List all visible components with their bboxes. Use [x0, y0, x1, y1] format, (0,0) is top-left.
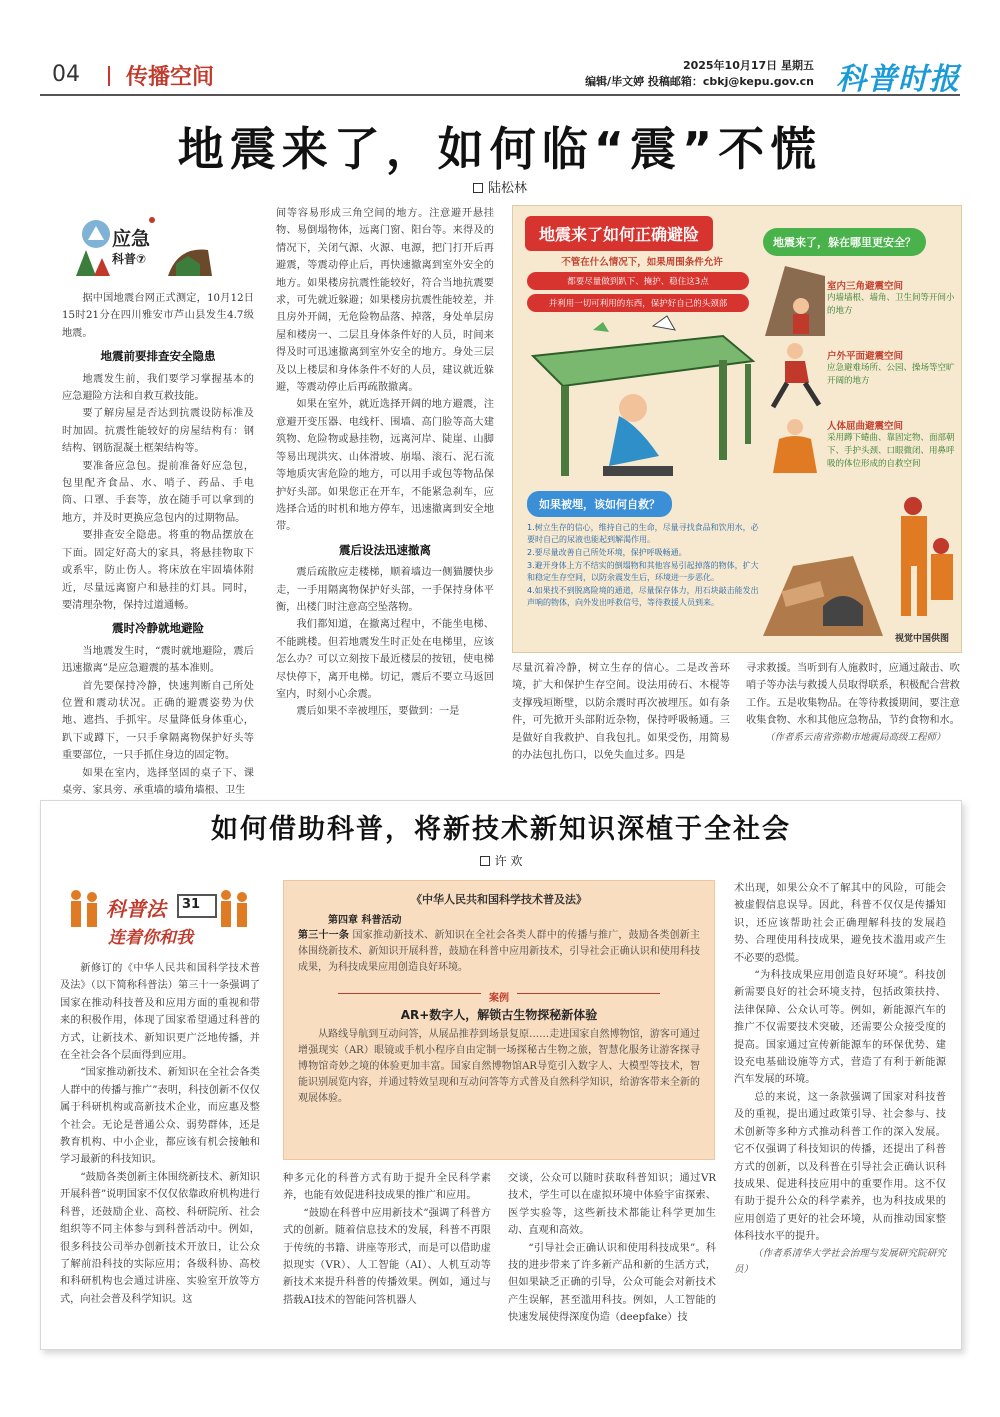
- issue-date: 2025年10月17日 星期五: [682, 59, 814, 72]
- article1-title: 地震来了，如何临“震”不慌: [177, 122, 823, 176]
- space-desc-3: 采用蹲下蜷曲、靠固定物、面部朝下、手护头颈、口眼微闭、用鼻呼吸的体位形成的自救空间: [827, 433, 955, 469]
- paragraph: 种多元化的科普方式有助于提升全民科学素养，也能有效促进科技成果的推广和应用。: [283, 1173, 491, 1202]
- law-badge-label: 科普法: [106, 897, 166, 921]
- crouching-person-icon: [765, 411, 825, 481]
- self-rescue-title: 如果被埋，该如何自救？: [527, 491, 672, 517]
- case-label: 案例: [481, 993, 517, 1004]
- article1-column-3: [512, 660, 730, 790]
- subheading-during-quake: 震时冷静就地避险: [112, 621, 204, 636]
- infographic-condition: 不管在什么情况下，如果周围条件允许: [561, 257, 723, 268]
- byline-box-icon: [473, 183, 483, 193]
- space-desc-2: 应急避难场所、公园、操场等空旷开阔的地方: [827, 363, 955, 386]
- science-law-badge: [66, 885, 256, 955]
- image-credit: 视觉中国供图: [894, 634, 949, 644]
- table-shelter-illustration-icon: [523, 316, 759, 486]
- space-desc-1: 内墙墙根、墙角、卫生间等开间小的地方: [827, 293, 955, 316]
- space-title-2: 户外平面避震空间: [827, 351, 904, 362]
- editor-line: 编辑/毕文婷 投稿邮箱：cbkj@kepu.gov.cn: [585, 75, 814, 88]
- paragraph: 交谈，公众可以随时获取科普知识；通过VR技术，学生可以在虚拟环境中体验宇宙探索、医学实验等，这些新技术都能让科学更加生动、直观和高效。: [508, 1173, 716, 1237]
- header-divider: [108, 66, 110, 86]
- quake-safety-infographic: [512, 205, 962, 653]
- byline-box-icon: [480, 856, 490, 866]
- paragraph: “鼓励在科普中应用新技术”强调了科普方式的创新。随着信息技术的发展，科普不再限于传统的书籍、讲座等形式，而是可以借助虚拟现实（VR）、人工智能（AI）、人机互动等新技术来提升科普的传播效果。例如，通过与搭载AI技术的智能问答机器人: [283, 1207, 491, 1306]
- paragraph: 要了解房屋是否达到抗震设防标准及时加固。抗震性能较好的房屋结构有：钢结构、钢筋混凝土框架结构等。: [62, 408, 254, 455]
- infographic-title: 地震来了如何正确避险: [525, 216, 713, 251]
- article1-author: 陆松林: [487, 181, 527, 196]
- article1-lead: 据中国地震台网正式测定，10月12日15时21分在四川雅安市芦山县发生4.7级地震。: [62, 293, 254, 339]
- article2-byline: [40, 852, 962, 869]
- space-title-3: 人体屈曲避震空间: [827, 421, 904, 432]
- header-meta: [585, 58, 814, 90]
- paragraph: 我们都知道，在撤离过程中，不能坐电梯、不能跳楼。但若地震发生时正处在电梯里，应该怎么办？可以立刻按下最近楼层的按钮，使电梯尽快停下，离开电梯。切记，震后不要立马返回室内，时刻小心余震。: [276, 619, 494, 700]
- infographic-pill-2: 并利用一切可利用的东西，保护好自己的头颈部: [527, 294, 749, 312]
- article2-column-1: [60, 960, 260, 1342]
- emergency-science-badge: [72, 210, 220, 280]
- paragraph: “国家推动新技术、新知识在全社会各类人群中的传播与推广”表明，科技创新不仅仅属于科研机构或高新技术企业，而应惠及整个社会。无论是普通公众、弱势群体，还是教育机构、中小企业，都应该有机会接触和学习最新的科技知识。: [60, 1067, 260, 1166]
- law-name: 《中华人民共和国科学技术普及法》: [411, 893, 587, 906]
- safe-spaces-title: 地震来了，躲在哪里更安全？: [763, 228, 926, 256]
- article1-column-1: [62, 290, 254, 796]
- case-divider: [298, 986, 700, 1004]
- paragraph: 如果在室内，选择坚固的桌子下、课桌旁、家具旁、承重墙的墙角墙根、卫生: [62, 767, 254, 796]
- article2-column-4: [734, 880, 946, 1342]
- law-chapter: 第四章 科普活动: [328, 915, 402, 926]
- paragraph: 总的来说，这一条款强调了国家对科技普及的重视，提出通过政策引导、社会参与、技术创新等多种方式推动科普工作的深入发展。它不仅强调了科技知识的传播，还提出了科普方式的创新，以及科普在引导社会正确认识科技成果、促进科技应用中的重要作用。这不仅有助于提升公众的科学素养，也为科技成果的应用创造了更好的社会环境，从而推动国家整体科技水平的提升。: [734, 1091, 946, 1243]
- masthead-logo: 科普时报: [836, 62, 960, 97]
- section-title: 传播空间: [126, 65, 215, 90]
- running-person-icon: [765, 341, 825, 411]
- tip-item: 4.如果找不到脱离险境的通道，尽量保存体力，用石块敲击能发出声响的物体，向外发出呼救信号，等待救援人员到来。: [527, 586, 759, 607]
- law-article-label: 第三十一条: [298, 930, 350, 941]
- paragraph: 新修订的《中华人民共和国科学技术普及法》（以下简称科普法）第三十一条强调了国家在推动科技普及和应用方面的重视和带来的积极作用，体现了国家希望通过科普的方式，让新技术、新知识更广泛地传播，并在全社会各个层面得到应用。: [60, 963, 260, 1062]
- self-rescue-tips: [527, 522, 759, 610]
- paragraph: 地震发生前，我们要学习掌握基本的应急避险方法和自救互救技能。: [62, 373, 254, 403]
- paragraph: “引导社会正确认识和使用科技成果”。科技的进步带来了许多新产品和新的生活方式，但如果缺乏正确的引导，公众可能会对新技术产生误解，甚至滥用科技。例如，人工智能的快速发展使得深度伪造（deepfake）技: [508, 1242, 716, 1324]
- paragraph: “为科技成果应用创造良好环境”。科技创新需要良好的社会环境支持，包括政策扶持、法律保障、公众认可等。例如，新能源汽车的推广不仅需要技术突破，还需要公众接受度的提高。国家通过宣传新能源车的环保优势、建设充电基础设施等方式，营造了有利于新能源汽车发展的环境。: [734, 970, 946, 1086]
- subheading-post-quake: 震后设法迅速撤离: [339, 542, 431, 557]
- page-header: [40, 58, 960, 96]
- subheading-pre-quake: 地震前要排查安全隐患: [100, 349, 216, 364]
- law-excerpt-box: [283, 880, 715, 1160]
- paragraph: 要准备应急包。提前准备好应急包，包里配齐食品、水、哨子、药品、手电筒、口罩、手套等，放在随手可以拿到的地方，并及时更换应急包内的过期物品。: [62, 460, 254, 524]
- indoor-corner-icon: [765, 266, 825, 336]
- author-note: （作者系清华大学社会治理与发展研究院研究员）: [734, 1247, 946, 1275]
- paragraph: 首先要保持冷静，快速判断自己所处位置和震动状况。正确的避震姿势为伏地、遮挡、手抓牢。尽量降低身体重心，趴下或蹲下，一只手拿隔离物保护好头等重要部位，一只手抓住身边的固定物。: [62, 680, 254, 762]
- article2-column-3: [508, 1170, 716, 1342]
- badge-sub: 科普⑦: [112, 252, 147, 266]
- paragraph: 要排查安全隐患。将重的物品摆放在下面。固定好高大的家具，将悬挂物取下或系牢，防止伤人。将床放在牢固墙体附近，尽量远离窗户和悬挂的灯具。同时，要清理杂物，保持过道通畅。: [62, 530, 254, 611]
- paragraph: “鼓励各类创新主体围绕新技术、新知识开展科普”说明国家不仅仅依靠政府机构进行科普，还鼓励企业、高校、科研院所、社会组织等不同主体参与到科普活动中。例如，很多科技公司举办创新技术开放日，让公众了解前沿科技的实际应用；各级科协、高校和科研机构也会通过讲座、实验室开放等方式，向社会普及科学知识。这: [60, 1171, 260, 1305]
- case-title: AR+数字人，解锁古生物探秘新体验: [400, 1008, 598, 1022]
- article2-author: 许 欢: [494, 854, 523, 868]
- tip-item: 3.避开身体上方不结实的倒塌物和其他容易引起掉落的物体，扩大和稳定生存空间，以防余震发生后，环境进一步恶化。: [527, 561, 759, 582]
- article2-title: 如何借助科普，将新技术新知识深植于全社会: [211, 814, 791, 845]
- badge-label: 应急: [112, 228, 151, 250]
- paragraph: 震后疏散应走楼梯，顺着墙边一侧猫腰快步走，一手用隔离物保护好头部，一手保持身体平衡，出楼门时注意高空坠落物。: [276, 567, 494, 613]
- law-badge-number: 31: [182, 897, 201, 912]
- paragraph: 尽量沉着冷静，树立生存的信心。二是改善环境，扩大和保护生存空间。设法用砖石、木棍等支撑残垣断壁，以防余震时再次被埋压。如有条件，可先掀开头部附近杂物，保持呼吸畅通。三是做好自我救护、自我包扎。如果受伤，用简易的办法包扎伤口，以免失血过多。四是: [512, 663, 730, 762]
- article2-column-2: [283, 1170, 491, 1342]
- page-number: 04: [52, 62, 80, 87]
- infographic-pill-1: 都要尽量做到趴下、掩护、稳住这3点: [527, 272, 749, 290]
- law-article-text: 国家推动新技术、新知识在全社会各类人群中的传播与推广，鼓励各类创新主体围绕新技术、新知识开展科普，鼓励在科普中应用新技术，引导社会正确认识和使用科技成果，为科技成果应用创造良好环境。: [298, 930, 701, 973]
- case-text: 从路线导航到互动问答，从展品推荐到场景复原……走进国家自然博物馆，游客可通过增强现实（AR）眼镜或手机小程序自由定制一场探秘古生物之旅，智慧化服务让游客探寻博物馆奇妙之境的体验更加丰富。国家自然博物馆AR导览引入数字人、大模型等技术，智能识别展览内容，并通过特效呈现和互动问答等方式普及自然科学知识，给游客带来全新的观展体验。: [298, 1029, 700, 1104]
- paragraph: 术出现，如果公众不了解其中的风险，可能会被虚假信息误导。因此，科普不仅仅是传播知识，还应该帮助社会正确理解科技的发展趋势、合理使用科技成果，避免技术滥用或产生不必要的恐慌。: [734, 883, 946, 964]
- paragraph: 如果在室外，就近选择开阔的地方避震，注意避开变压器、电线杆、围墙、高门脸等高大建筑物、危险物或悬挂物，远离河岸、陡崖、山脚等易出现洪灾、山体滑坡、崩塌、滚石、泥石流等地质灾害危险的地方，可以用手或包等物品保护好头部。如果您正在开车，不能紧急刹车，应选择合适的时机和地方停车，迅速撤离到安全地带。: [276, 399, 494, 533]
- author-note: （作者系云南省弥勒市地震局高级工程师）: [765, 731, 946, 743]
- law-article: [298, 928, 700, 976]
- space-title-1: 室内三角避震空间: [827, 281, 904, 292]
- paragraph: 震后如果不幸被埋压，要做到：一是: [296, 706, 460, 718]
- tip-item: 1.树立生存的信心，维持自己的生命，尽量寻找食品和饮用水，必要时自己的尿液也能起到解渴作用。: [527, 523, 759, 544]
- article1-byline: [40, 177, 960, 196]
- paragraph: 当地震发生时，“震时就地避险，震后迅速撤离”是应急避震的基本准则。: [62, 645, 254, 675]
- tip-item: 2.要尽量改善自己所处环境，保护呼吸畅通。: [527, 548, 687, 557]
- rescue-team-illustration-icon: [763, 486, 959, 636]
- article1-column-4: [746, 660, 960, 790]
- paragraph: 寻求救援。当听到有人施救时，应通过敲击、吹哨子等办法与救援人员取得联系，积极配合营救工作。五是收集物品。在等待救援期间，要注意收集食物、水和其他应急物品，节约食物和水。: [746, 663, 960, 727]
- paragraph: 间等容易形成三角空间的地方。注意避开悬挂物、易倒塌物体，远离门窗、阳台等。来得及的情况下，关闭气源、火源、电源，把门打开后再避震，等震动停止后，再快速撤离到室外安全的地方。如果楼房抗震性能较好，符合当地抗震要求，可先就近躲避；如果楼房抗震性能较差，并且房外开阔，无危险物品落、掉落，身处单层房屋和楼房一、二层且身体条件好的人员，时间来得及时可迅速撤离到室外安全的地方。身处三层及以上楼层和身体条件不好的人员，建议就近躲避，等震动停止后再疏散撤离。: [276, 208, 494, 394]
- law-badge-sub: 连着你和我: [108, 928, 193, 948]
- article1-column-2: [276, 205, 494, 790]
